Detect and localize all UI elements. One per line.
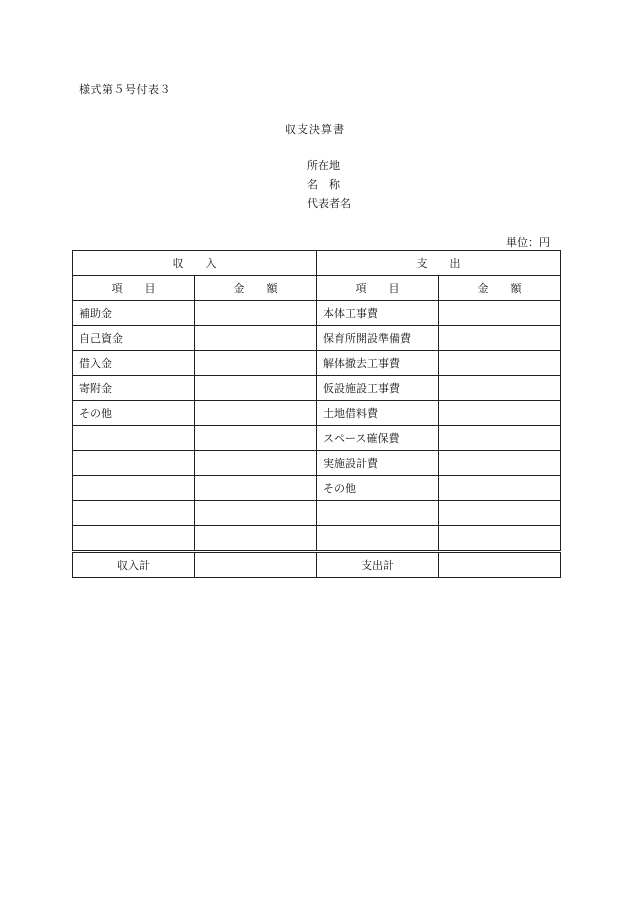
income-item xyxy=(73,426,195,451)
income-item xyxy=(73,501,195,526)
expense-amount-cell xyxy=(439,351,561,376)
income-total-amount-cell xyxy=(195,552,317,578)
expense-amount-cell xyxy=(439,501,561,526)
table-row xyxy=(73,326,561,351)
income-amount-cell xyxy=(195,401,317,426)
table-row xyxy=(73,501,561,526)
expense-item: 解体撤去工事費 xyxy=(317,351,439,376)
income-total-label: 収入計 xyxy=(73,552,195,578)
expense-header: 支 出 xyxy=(317,251,561,276)
income-item xyxy=(73,526,195,552)
income-amount-cell xyxy=(195,451,317,476)
expense-item: 仮設施設工事費 xyxy=(317,376,439,401)
expense-amount-cell xyxy=(439,401,561,426)
income-header: 収 入 xyxy=(73,251,317,276)
expense-amount-cell xyxy=(439,476,561,501)
expense-total-amount-cell xyxy=(439,552,561,578)
table-row xyxy=(73,301,561,326)
table-row xyxy=(73,526,561,552)
income-amount-cell xyxy=(195,476,317,501)
income-amount-column-header: 金 額 xyxy=(195,276,317,301)
form-number: 様式第５号付表３ xyxy=(79,83,171,96)
expense-amount-column-header: 金 額 xyxy=(439,276,561,301)
expense-item xyxy=(317,501,439,526)
income-amount-cell xyxy=(195,326,317,351)
table-row xyxy=(73,351,561,376)
expense-amount-cell xyxy=(439,376,561,401)
expense-item: その他 xyxy=(317,476,439,501)
unit-label: 単位：円 xyxy=(506,236,550,249)
name-label: 名 称 xyxy=(307,178,340,191)
income-item: 寄附金 xyxy=(73,376,195,401)
expense-amount-cell xyxy=(439,326,561,351)
table-row xyxy=(73,426,561,451)
income-amount-cell xyxy=(195,301,317,326)
document-title: 収支決算書 xyxy=(285,123,345,136)
table-total-row xyxy=(73,552,561,578)
expense-amount-cell xyxy=(439,451,561,476)
expense-item: 本体工事費 xyxy=(317,301,439,326)
income-amount-cell xyxy=(195,426,317,451)
organization-block xyxy=(307,156,351,213)
income-item xyxy=(73,476,195,501)
income-amount-cell xyxy=(195,501,317,526)
expense-item-column-header: 項 目 xyxy=(317,276,439,301)
income-amount-cell xyxy=(195,526,317,552)
expense-item xyxy=(317,526,439,552)
table-row xyxy=(73,401,561,426)
representative-label: 代表者名 xyxy=(307,197,351,210)
income-amount-cell xyxy=(195,376,317,401)
income-item-column-header: 項 目 xyxy=(73,276,195,301)
table-column-header-row xyxy=(73,276,561,301)
expense-item: 保育所開設準備費 xyxy=(317,326,439,351)
income-amount-cell xyxy=(195,351,317,376)
table-row xyxy=(73,476,561,501)
expense-amount-cell xyxy=(439,301,561,326)
expense-item: 実施設計費 xyxy=(317,451,439,476)
expense-amount-cell xyxy=(439,426,561,451)
income-item: 自己資金 xyxy=(73,326,195,351)
income-item xyxy=(73,451,195,476)
table-row xyxy=(73,451,561,476)
table-group-header-row xyxy=(73,251,561,276)
expense-item: 土地借料費 xyxy=(317,401,439,426)
address-label: 所在地 xyxy=(307,159,340,172)
income-item: その他 xyxy=(73,401,195,426)
income-expense-table xyxy=(72,250,561,578)
expense-item: スペース確保費 xyxy=(317,426,439,451)
expense-amount-cell xyxy=(439,526,561,552)
table-row xyxy=(73,376,561,401)
income-item: 補助金 xyxy=(73,301,195,326)
expense-total-label: 支出計 xyxy=(317,552,439,578)
income-item: 借入金 xyxy=(73,351,195,376)
